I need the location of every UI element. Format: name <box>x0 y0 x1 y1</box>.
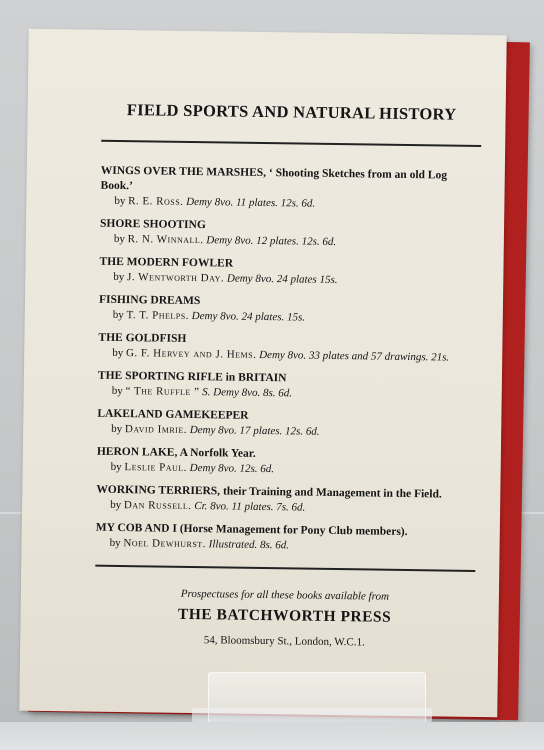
publisher-address: 54, Bloomsbury St., London, W.C.1. <box>203 634 365 649</box>
book-byline: by Leslie Paul. Demy 8vo. 12s. 6d. <box>110 460 275 476</box>
book-entry <box>96 521 476 556</box>
book-author: Leslie Paul. <box>124 461 188 474</box>
book-details: Demy 8vo. 24 plates 15s. <box>224 272 338 287</box>
book-title: MY COB AND I (Horse Management for Pony Club members). <box>95 521 408 539</box>
book-author: J. Wentworth Day. <box>126 271 225 285</box>
book-details: Demy 8vo. 12 plates. 12s. 6d. <box>203 234 337 249</box>
page-title: FIELD SPORTS AND NATURAL HISTORY <box>126 100 457 124</box>
book-title: SHORE SHOOTING <box>99 217 206 232</box>
book-entry <box>98 331 478 366</box>
book-entry <box>97 445 477 480</box>
book-details: S. Demy 8vo. 8s. 6d. <box>199 386 293 400</box>
book-entry <box>97 407 477 442</box>
book-author: Noel Dewhurst. <box>123 537 207 551</box>
book-details: Demy 8vo. 12s. 6d. <box>186 461 275 476</box>
book-entry <box>99 255 479 290</box>
book-byline: by T. T. Phelps. Demy 8vo. 24 plates. 15s. <box>112 308 306 324</box>
book-byline: by G. F. Hervey and J. Hems. Demy 8vo. 33 plates and 57 drawings. 21s. <box>112 346 450 364</box>
book-author: David Imrie. <box>124 423 188 436</box>
prospectus-note: Prospectuses for all these books available from <box>180 587 390 603</box>
book-byline: by Dan Russell. Cr. 8vo. 11 plates. 7s. 6d. <box>110 498 306 514</box>
book-author: R. E. Ross. <box>128 195 184 208</box>
book-title: WINGS OVER THE MARSHES, ‘ Shooting Sketches from an old Log Book.’ <box>100 164 448 193</box>
book-title: FISHING DREAMS <box>98 293 201 308</box>
dust-jacket <box>19 29 506 718</box>
bottom-rule <box>95 565 475 572</box>
display-surface <box>0 722 544 750</box>
book-byline: by David Imrie. Demy 8vo. 17 plates. 12s. 6d. <box>111 422 320 438</box>
jacket-content <box>94 60 482 650</box>
acrylic-stand-base <box>192 708 432 722</box>
book-details: Demy 8vo. 24 plates. 15s. <box>188 309 306 324</box>
book-title: THE MODERN FOWLER <box>99 255 234 270</box>
book-byline: by J. Wentworth Day. Demy 8vo. 24 plates 15s. <box>113 270 338 287</box>
book-author: G. F. Hervey and J. Hems. <box>125 347 257 361</box>
book-details: Demy 8vo. 17 plates. 12s. 6d. <box>186 423 320 438</box>
book-details: Demy 8vo. 33 plates and 57 drawings. 21s. <box>256 348 450 364</box>
book-entry <box>98 369 478 404</box>
book-byline: by R. N. Winnall. Demy 8vo. 12 plates. 12s. 6d. <box>113 232 337 249</box>
book-byline: by R. E. Ross. Demy 8vo. 11 plates. 12s. 6d. <box>114 194 316 210</box>
book-title: THE SPORTING RIFLE in BRITAIN <box>97 369 287 385</box>
book-byline: by Noel Dewhurst. Illustrated. 8s. 6d. <box>109 536 290 552</box>
book-details: Demy 8vo. 11 plates. 12s. 6d. <box>183 195 316 210</box>
book-author: T. T. Phelps. <box>126 309 190 322</box>
book-entry <box>96 483 476 518</box>
book-title: LAKELAND GAMEKEEPER <box>97 407 249 422</box>
book-author: “ The Ruffle ” <box>125 385 200 399</box>
book-list <box>96 164 481 556</box>
book-title: THE GOLDFISH <box>98 331 187 345</box>
book-title: WORKING TERRIERS, their Training and Management in the Field. <box>96 483 442 501</box>
publisher-name: THE BATCHWORTH PRESS <box>177 605 392 626</box>
book-title: HERON LAKE, A Norfolk Year. <box>96 445 256 460</box>
publisher-block <box>94 587 475 650</box>
top-rule <box>101 140 481 147</box>
book-entry <box>99 293 479 328</box>
book-entry <box>100 164 481 214</box>
book-byline: by “ The Ruffle ” S. Demy 8vo. 8s. 6d. <box>111 384 293 400</box>
book-entry <box>100 217 480 252</box>
book-author: R. N. Winnall. <box>127 233 204 247</box>
book-details: Cr. 8vo. 11 plates. 7s. 6d. <box>191 500 306 514</box>
book-details: Illustrated. 8s. 6d. <box>205 538 290 552</box>
book-author: Dan Russell. <box>123 499 192 513</box>
